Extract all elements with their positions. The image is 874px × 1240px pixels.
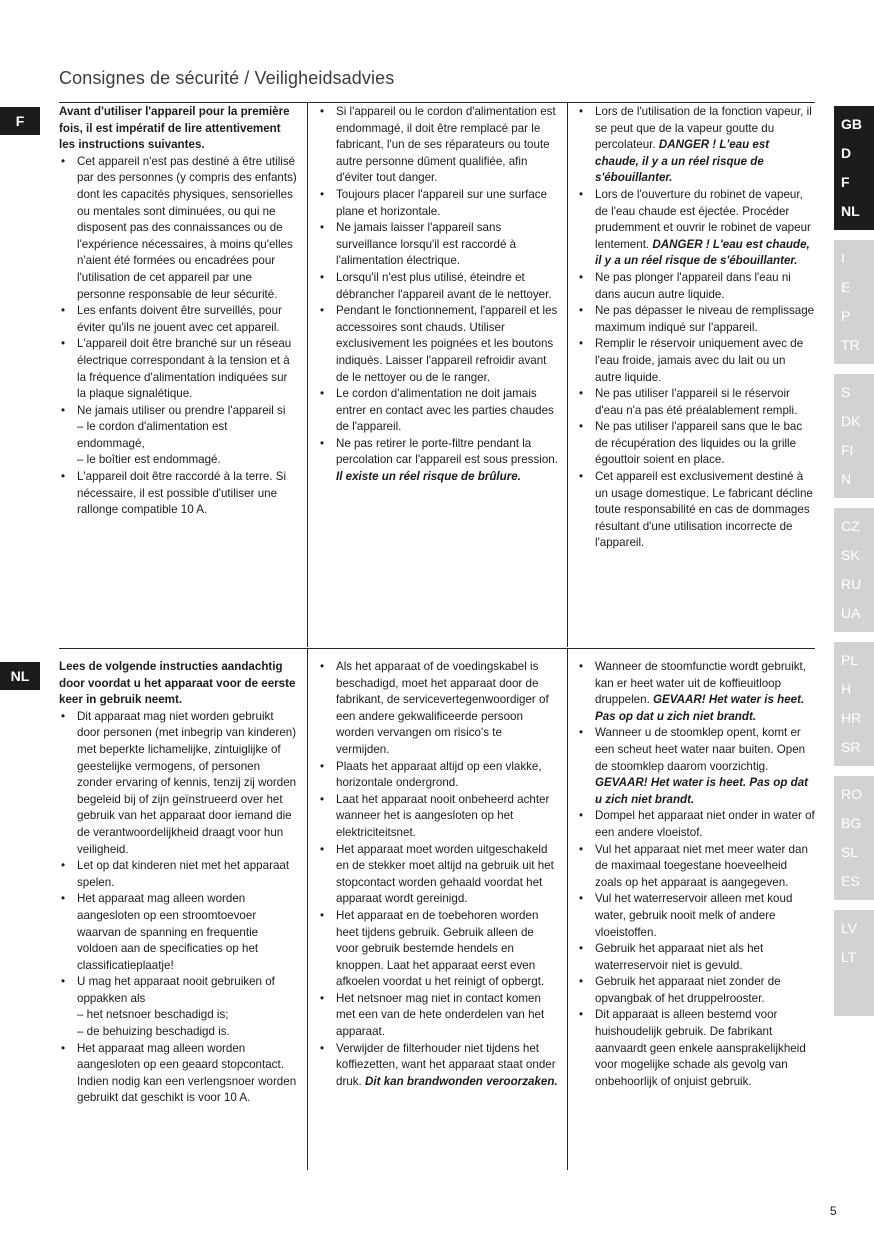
list-item: [577, 104, 815, 187]
language-tab-group: [834, 508, 874, 632]
language-tab-group: [834, 910, 874, 1016]
fr-intro: Avant d'utiliser l'appareil pour la première fois, il est impératif de lire attentivement les instructions suivantes.: [59, 105, 290, 152]
language-tabs: [834, 106, 874, 1026]
list-item: • Als het apparaat of de voedingskabel is beschadigd, moet het apparaat door de fabrikant, de servicevertegenwoordiger of een andere gekwalificeerde persoon worden vervangen om risico's te vermijden.: [318, 659, 558, 759]
warning-text: Dit kan brandwonden veroorzaken.: [365, 1074, 558, 1088]
list-item: [577, 187, 815, 270]
list-item: [577, 725, 815, 808]
page-number: 5: [830, 1204, 837, 1218]
language-tab-d[interactable]: D: [841, 145, 852, 161]
sub-item: – le boîtier est endommagé.: [77, 453, 221, 467]
warning-text: DANGER ! L'eau est chaude, il y a un réel risque de s'ébouillanter.: [595, 237, 810, 268]
list-item: • Dit apparaat mag niet worden gebruikt door personen (met inbegrip van kinderen) met beperkte lichamelijke, zintuiglijke of geestelijke vermogens, of personen zonder ervaring of kennis, tenzij zij worden begeleid bij of zijn geïnstrueerd over het gebruik van het apparaat door iemand die de verantwoordelijkheid draagt voor hun veiligheid.: [59, 709, 297, 858]
language-tab-cz[interactable]: CZ: [841, 518, 860, 534]
list-item: • Ne pas dépasser le niveau de remplissage maximum indiqué sur l'appareil.: [577, 303, 815, 336]
language-tab-ua[interactable]: UA: [841, 605, 861, 621]
list-item: • Vul het waterreservoir alleen met koud water, gebruik nooit melk of andere vloeistoffen.: [577, 891, 815, 941]
list-item: • L'appareil doit être branché sur un réseau électrique correspondant à la tension et à la fréquence d'alimentation indiquées sur la plaque signalétique.: [59, 336, 297, 402]
language-tab-i[interactable]: I: [841, 250, 845, 266]
section-top-rule: [59, 102, 815, 103]
fr-column-3: [577, 104, 815, 552]
list-item: • Dit apparaat is alleen bestemd voor huishoudelijk gebruik. De fabrikant aanvaardt geen enkele aansprakelijkheid voor mogelijke schade als gevolg van onbehoorlijk of onjuist gebruik.: [577, 1007, 815, 1090]
language-tab-es[interactable]: ES: [841, 873, 860, 889]
language-badge-nl: NL: [0, 662, 40, 690]
section-top-rule: [59, 648, 815, 649]
list-item: • Laat het apparaat nooit onbeheerd achter wanneer het is aangesloten op het elektriciteitsnet.: [318, 792, 558, 842]
language-tab-pl[interactable]: PL: [841, 652, 859, 668]
language-tab-n[interactable]: N: [841, 471, 852, 487]
language-tab-sr[interactable]: SR: [841, 739, 861, 755]
list-item: • Gebruik het apparaat niet zonder de opvangbak of het druppelrooster.: [577, 974, 815, 1007]
list-item: • Lorsqu'il n'est plus utilisé, éteindre et débrancher l'appareil avant de le nettoyer.: [318, 270, 558, 303]
list-item: • Ne pas utiliser l'appareil si le réservoir d'eau n'a pas été préalablement rempli.: [577, 386, 815, 419]
list-item: • Si l'appareil ou le cordon d'alimentation est endommagé, il doit être remplacé par le fabricant, l'un de ses réparateurs ou toute autre personne dûment qualifiée, afin d'éviter tout danger.: [318, 104, 558, 187]
language-tab-group: [834, 374, 874, 498]
list-item: [318, 436, 558, 486]
item-text: Lors de l'utilisation de la fonction vapeur, il se peut que de la vapeur goutte du percolateur.: [595, 105, 812, 152]
language-tab-sk[interactable]: SK: [841, 547, 860, 563]
sub-item: – de behuizing beschadigd is.: [77, 1025, 230, 1039]
language-tab-nl[interactable]: NL: [841, 203, 860, 219]
column-divider: [567, 649, 568, 1170]
list-item: • Het apparaat en de toebehoren worden heet tijdens gebruik. Gebruik alleen de voor gebruik bestemde hendels en knoppen. Laat het apparaat eerst even afkoelen voordat u het reinigt of opbergt.: [318, 908, 558, 991]
language-tab-lv[interactable]: LV: [841, 920, 858, 936]
item-text: Verwijder de filterhouder niet tijdens het koffiezetten, want het apparaat staat onder druk.: [336, 1041, 556, 1088]
list-item: • Pendant le fonctionnement, l'appareil et les accessoires sont chauds. Utiliser exclusivement les poignées et les boutons indiqués. Laisser l'appareil refroidir avant de le nettoyer ou de le ranger.: [318, 303, 558, 386]
list-item: • Cet appareil est exclusivement destiné à un usage domestique. Le fabricant décline toute responsabilité en cas de dommages résultant d'une utilisation incorrecte de l'appareil.: [577, 469, 815, 552]
item-text: Ne pas retirer le porte-filtre pendant la percolation car l'appareil est sous pression.: [336, 436, 558, 467]
language-tab-dk[interactable]: DK: [841, 413, 861, 429]
nl-column-2: [318, 659, 558, 1090]
list-item: • Vul het apparaat niet met meer water dan de maximaal toegestane hoeveelheid zoals op het apparaat is aangegeven.: [577, 842, 815, 892]
item-text: Wanneer de stoomfunctie wordt gebruikt, kan er heet water uit de koffieuitloop druppelen.: [595, 660, 806, 707]
list-item: • Plaats het apparaat altijd op een vlakke, horizontale ondergrond.: [318, 759, 558, 792]
list-item: [59, 974, 297, 1040]
language-tab-gb[interactable]: GB: [841, 116, 862, 132]
language-tab-fi[interactable]: FI: [841, 442, 854, 458]
item-text: U mag het apparaat nooit gebruiken of oppakken als: [77, 975, 275, 1005]
list-item: • Remplir le réservoir uniquement avec de l'eau froide, jamais avec du lait ou un autre liquide.: [577, 336, 815, 386]
language-tab-sl[interactable]: SL: [841, 844, 859, 860]
item-text: Lors de l'ouverture du robinet de vapeur, de l'eau chaude est éjectée. Procéder prudemment et ouvrir le robinet de vapeur lentement.: [595, 187, 811, 251]
list-item: • Toujours placer l'appareil sur une surface plane et horizontale.: [318, 187, 558, 220]
item-text: Wanneer u de stoomklep opent, komt er een scheut heet water naar buiten. Open de stoomklep daarom voorzichtig.: [595, 726, 806, 773]
warning-text: GEVAAR! Het water is heet. Pas op dat u zich niet brandt.: [595, 776, 809, 806]
column-divider: [307, 103, 308, 647]
list-item: • Cet appareil n'est pas destiné à être utilisé par des personnes (y compris des enfants) dont les capacités physiques, sensorielles ou mentales sont diminuées, ou qui ne disposent pas des connaissances ou de l'expérience nécessaires, à moins qu'elles n'aient été formées ou encadrées pour l'utilisation de cet appareil par une personne responsable de leur sécurité.: [59, 154, 297, 303]
list-item: • Les enfants doivent être surveillés, pour éviter qu'ils ne jouent avec cet appareil.: [59, 303, 297, 336]
item-text: Ne jamais utiliser ou prendre l'appareil si: [77, 403, 286, 417]
sub-item: – le cordon d'alimentation est endommagé,: [77, 420, 228, 450]
language-tab-lt[interactable]: LT: [841, 949, 857, 965]
language-tab-p[interactable]: P: [841, 308, 851, 324]
list-item: • Het apparaat mag alleen worden aangesloten op een geaard stopcontact. Indien nodig kan een verlengsnoer worden gebruikt dat geschikt is voor 10 A.: [59, 1041, 297, 1107]
language-badge-f: F: [0, 107, 40, 135]
list-item: • Let op dat kinderen niet met het apparaat spelen.: [59, 858, 297, 891]
language-tab-group: [834, 642, 874, 766]
language-tab-hr[interactable]: HR: [841, 710, 862, 726]
list-item: • Het netsnoer mag niet in contact komen met een van de hete onderdelen van het apparaat.: [318, 991, 558, 1041]
list-item: [318, 1041, 558, 1091]
list-item: • Ne jamais laisser l'appareil sans surveillance lorsqu'il est raccordé à l'alimentation électrique.: [318, 220, 558, 270]
language-tab-h[interactable]: H: [841, 681, 852, 697]
language-tab-group-active: [834, 106, 874, 230]
list-item: • L'appareil doit être raccordé à la terre. Si nécessaire, il est possible d'utiliser une rallonge compatible 10 A.: [59, 469, 297, 519]
page-title: Consignes de sécurité / Veiligheidsadvies: [59, 68, 395, 88]
list-item: • Le cordon d'alimentation ne doit jamais entrer en contact avec les parties chaudes de l'appareil.: [318, 386, 558, 436]
fr-column-2: [318, 104, 558, 486]
list-item: [59, 403, 297, 469]
list-item: • Ne pas utiliser l'appareil sans que le bac de récupération des liquides ou la grille égouttoir soient en place.: [577, 419, 815, 469]
language-tab-e[interactable]: E: [841, 279, 851, 295]
list-item: • Dompel het apparaat niet onder in water of een andere vloeistof.: [577, 808, 815, 841]
fr-column-1: [59, 104, 297, 519]
list-item: • Het apparaat moet worden uitgeschakeld en de stekker moet altijd na gebruik uit het stopcontact worden gehaald voordat het apparaat wordt gereinigd.: [318, 842, 558, 908]
list-item: • Gebruik het apparaat niet als het waterreservoir niet is gevuld.: [577, 941, 815, 974]
language-tab-group: [834, 240, 874, 364]
language-tab-f[interactable]: F: [841, 174, 850, 190]
nl-column-1: [59, 659, 297, 1107]
language-tab-bg[interactable]: BG: [841, 815, 862, 831]
language-tab-ru[interactable]: RU: [841, 576, 862, 592]
sub-item: – het netsnoer beschadigd is;: [77, 1008, 229, 1022]
warning-text: Il existe un réel risque de brûlure.: [336, 470, 521, 484]
language-tab-s[interactable]: S: [841, 384, 851, 400]
column-divider: [307, 649, 308, 1170]
language-tab-ro[interactable]: RO: [841, 786, 862, 802]
list-item: [577, 659, 815, 725]
nl-column-3: [577, 659, 815, 1090]
warning-text: DANGER ! L'eau est chaude, il y a un réel risque de s'ébouillanter.: [595, 138, 770, 185]
warning-text: GEVAAR! Het water is heet. Pas op dat u zich niet brandt.: [595, 693, 805, 723]
list-item: • Ne pas plonger l'appareil dans l'eau ni dans aucun autre liquide.: [577, 270, 815, 303]
nl-intro: Lees de volgende instructies aandachtig door voordat u het apparaat voor de eerste keer in gebruik neemt.: [59, 660, 296, 707]
language-tab-tr[interactable]: TR: [841, 337, 860, 353]
column-divider: [567, 103, 568, 647]
list-item: • Het apparaat mag alleen worden aangesloten op een stroomtoevoer waarvan de spanning en frequentie voldoen aan de specificaties op het classificatieplaatje!: [59, 891, 297, 974]
language-tab-group: [834, 776, 874, 900]
